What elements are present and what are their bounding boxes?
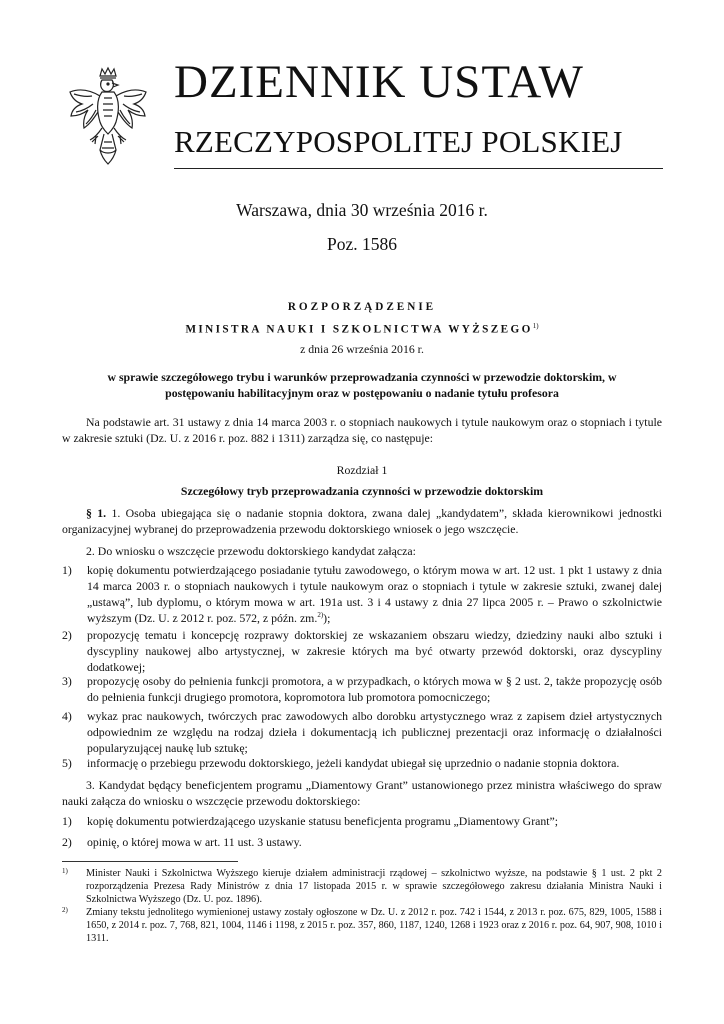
- list-item-number: 5): [62, 756, 72, 770]
- footnote: [62, 867, 662, 906]
- list-item-tail: );: [323, 611, 331, 625]
- polish-eagle-emblem: [62, 66, 154, 166]
- act-preamble: Na podstawie art. 31 ustawy z dnia 14 marca 2003 r. o stopniach naukowych i tytule naukowym oraz o stopniach i tytule w zakresie sztuki (Dz. U. z 2016 r. poz. 882 i 1311) zarządza się, co następuje:: [62, 415, 662, 445]
- list-item-text: [87, 562, 662, 626]
- footnote-mark: 2): [62, 906, 68, 914]
- publication-place-date: Warszawa, dnia 30 września 2016 r.: [236, 200, 488, 220]
- list-item-number: 1): [62, 814, 72, 828]
- list-item: [62, 562, 662, 626]
- list-item: [62, 708, 662, 756]
- list-item-number: 3): [62, 674, 72, 688]
- list-item-number: 2): [62, 835, 72, 849]
- section-mark: § 1.: [86, 506, 107, 520]
- list-item: [62, 813, 662, 829]
- footnote-mark: 1): [62, 867, 68, 875]
- footnote-ref: 2): [317, 611, 324, 619]
- section-1-paragraph-1: [62, 505, 662, 537]
- list-item-text: kopię dokumentu potwierdzającego uzyskanie statusu beneficjenta programu „Diamentowy Grant”;: [87, 814, 559, 828]
- footnote-ref: 1): [532, 322, 539, 330]
- list-item-body: kopię dokumentu potwierdzającego posiadanie tytułu zawodowego, o którym mowa w art. 12 ust. 1 pkt 1 ustawy z dnia 14 marca 2003 r. o stopniach naukowych i tytule naukowym oraz o stopniach i tytule w zakresie sztuki, zwanej dalej „ustawą”, lub dyplomu, o którym mowa w art. 191a ust. 3 i 4 ustawy z dnia 27 lipca 2005 r. – Prawo o szkolnictwie wyższym (Dz. U. z 2012 r. poz. 572, z późn. zm.: [87, 563, 662, 625]
- masthead-divider: [174, 168, 663, 169]
- list-item-text: opinię, o której mowa w art. 11 ust. 3 ustawy.: [87, 835, 302, 849]
- footnote-divider: [62, 861, 238, 862]
- list-item: [62, 834, 662, 850]
- chapter-label: Rozdział 1: [336, 463, 388, 477]
- gazette-title: DZIENNIK USTAW: [174, 56, 584, 108]
- publication-position: Poz. 1586: [327, 234, 397, 254]
- list-item-text: propozycję tematu i koncepcję rozprawy doktorskiej ze wskazaniem obszaru wiedzy, dziedziny nauki albo sztuki i dyscypliny naukowej albo artystycznej, w zakresie których ma być otwarty przewód doktorski, oraz dyscypliny dodatkowej;: [87, 628, 662, 674]
- list-item: [62, 755, 662, 771]
- act-date: z dnia 26 września 2016 r.: [300, 342, 424, 356]
- footnote-text: Zmiany tekstu jednolitego wymienionej ustawy zostały ogłoszone w Dz. U. z 2012 r. poz. 742 i 1544, z 2013 r. poz. 675, 829, 1005, 1588 i 1650, z 2014 r. poz. 7, 768, 821, 1004, 1146 i 1198, z 2015 r. poz. 357, 860, 1187, 1240, 1268 i 1923 oraz z 2016 r. poz. 64, 907, 908, 1010 i 1311.: [86, 907, 662, 944]
- act-organ: [0, 319, 724, 338]
- section-1-p1-text: 1. Osoba ubiegająca się o nadanie stopnia doktora, zwana dalej „kandydatem”, składa kierownikowi jednostki organizacyjnej wybranej do przeprowadzenia przewodu doktorskiego wniosek o jego wszczęcie.: [62, 506, 663, 536]
- gazette-subtitle: RZECZYPOSPOLITEJ POLSKIEJ: [174, 124, 623, 159]
- list-item-text: informację o przebiegu przewodu doktorskiego, jeżeli kandydat ubiegał się uprzednio o nadanie stopnia doktora.: [87, 756, 620, 770]
- list-item: [62, 673, 662, 705]
- act-subject: w sprawie szczegółowego trybu i warunków przeprowadzania czynności w przewodzie doktorskim, w postępowaniu habilitacyjnym oraz w postępowaniu o nadanie tytułu profesora: [107, 370, 617, 400]
- section-1-paragraph-3: 3. Kandydat będący beneficjentem programu „Diamentowy Grant” ustanowionego przez ministra właściwego do spraw nauki załącza do wniosku o wszczęcie przewodu doktorskiego:: [62, 778, 662, 808]
- act-type: ROZPORZĄDZENIE: [287, 301, 437, 313]
- list-item-text: wykaz prac naukowych, twórczych prac zawodowych albo dorobku artystycznego wraz z zapisem dzieł artystycznych odpowiednim ze względu na rodzaj dzieła i dokumentacją ich publicznej prezentacji oraz informację o działalności popularyzującej naukę lub sztukę;: [87, 709, 662, 755]
- footnote: [62, 906, 662, 945]
- list-item-number: 1): [62, 563, 72, 577]
- footnote-text: Minister Nauki i Szkolnictwa Wyższego kieruje działem administracji rządowej – szkolnictwo wyższe, na podstawie § 1 ust. 2 pkt 2 rozporządzenia Prezesa Rady Ministrów z dnia 17 listopada 2015 r. w sprawie szczegółowego zakresu działania Ministra Nauki i Szkolnictwa Wyższego (Dz. U. poz. 1896).: [86, 868, 662, 905]
- act-organ-text: MINISTRA NAUKI I SZKOLNICTWA WYŻSZEGO: [185, 323, 533, 336]
- list-item: [62, 627, 662, 675]
- list-item-number: 2): [62, 628, 72, 642]
- section-1-paragraph-2: 2. Do wniosku o wszczęcie przewodu doktorskiego kandydat załącza:: [86, 544, 416, 558]
- list-item-number: 4): [62, 709, 72, 723]
- chapter-title: Szczegółowy tryb przeprowadzania czynności w przewodzie doktorskim: [180, 484, 544, 498]
- list-item-text: propozycję osoby do pełnienia funkcji promotora, a w przypadkach, o których mowa w § 2 ust. 2, także propozycję osób do pełnienia funkcji drugiego promotora, kopromotora lub promotora pomocniczego;: [87, 674, 662, 704]
